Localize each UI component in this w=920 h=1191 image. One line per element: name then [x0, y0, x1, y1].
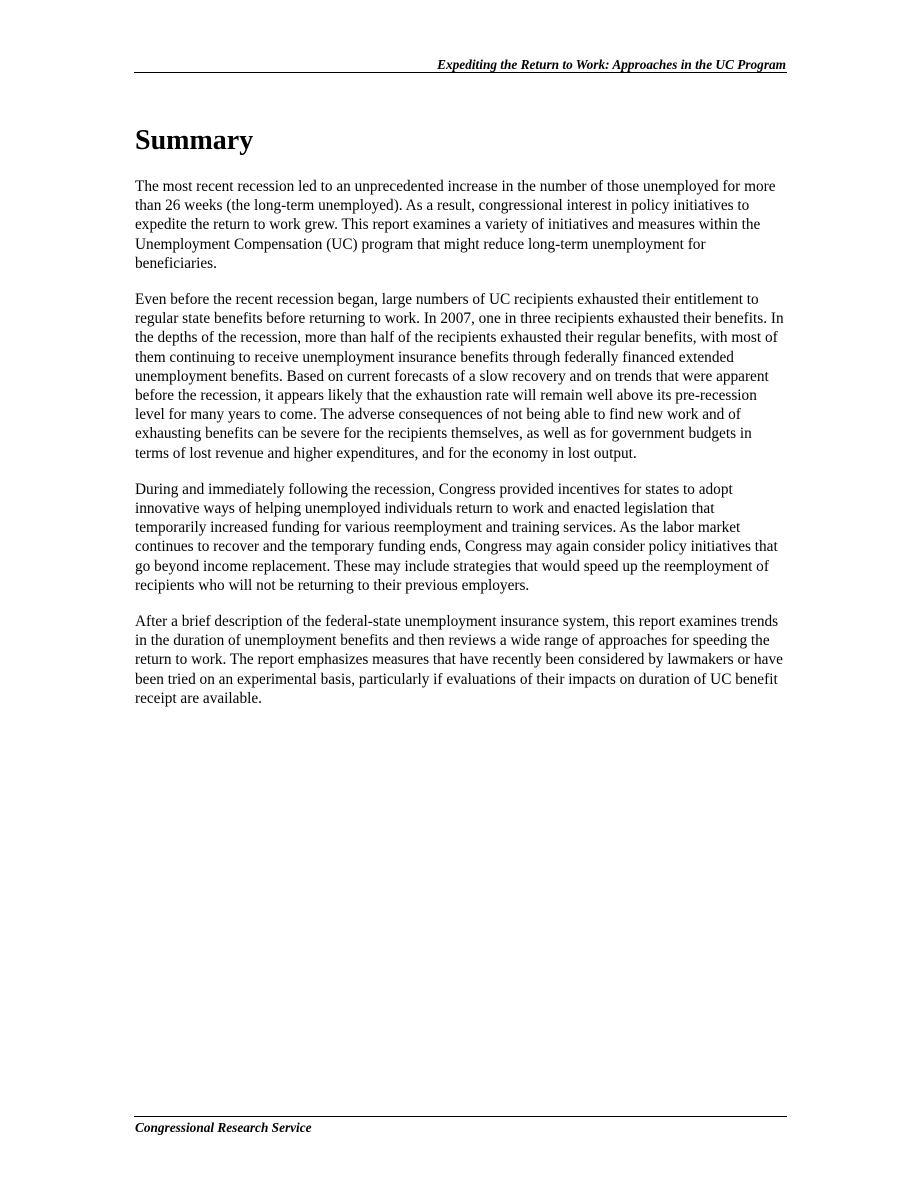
paragraph-4: After a brief description of the federal-state unemployment insurance system, this report examines trends in the duration of unemployment benefits and then reviews a wide range of approaches for speeding the return to work. The report emphasizes measures that have recently been considered by lawmakers or have been tried on an experimental basis, particularly if evaluations of their impacts on duration of UC benefit receipt are available.: [135, 613, 783, 707]
running-header: Expediting the Return to Work: Approaches in the UC Program: [437, 57, 786, 72]
page-title: Summary: [135, 125, 254, 156]
paragraph-3: During and immediately following the recession, Congress provided incentives for states to adopt innovative ways of helping unemployed individuals return to work and enacted legislation that temporarily increased funding for various reemployment and training services. As the labor market continues to recover and the temporary funding ends, Congress may again consider policy initiatives that go beyond income replacement. These may include strategies that would speed up the reemployment of recipients who will not be returning to their previous employers.: [135, 480, 778, 594]
paragraph-2: Even before the recent recession began, large numbers of UC recipients exhausted their entitlement to regular state benefits before returning to work. In 2007, one in three recipients exhausted their benefits. In the depths of the recession, more than half of the recipients exhausted their regular benefits, with most of them continuing to receive unemployment insurance benefits through federally financed extended unemployment benefits. Based on current forecasts of a slow recovery and on trends that were apparent before the recession, it appears likely that the exhaustion rate will remain well above its pre-recession level for many years to come. The adverse consequences of not being able to find new work and of exhausting benefits can be severe for the recipients themselves, as well as for government budgets in terms of lost revenue and higher expenditures, and for the economy in lost output.: [135, 291, 784, 462]
header-rule: [134, 72, 787, 73]
summary-body: [135, 177, 787, 725]
paragraph-1: The most recent recession led to an unprecedented increase in the number of those unemployed for more than 26 weeks (the long-term unemployed). As a result, congressional interest in policy initiatives to expedite the return to work grew. This report examines a variety of initiatives and measures within the Unemployment Compensation (UC) program that might reduce long-term unemployment for beneficiaries.: [135, 178, 776, 272]
footer-organization: Congressional Research Service: [135, 1120, 312, 1135]
footer-rule: [134, 1116, 787, 1117]
